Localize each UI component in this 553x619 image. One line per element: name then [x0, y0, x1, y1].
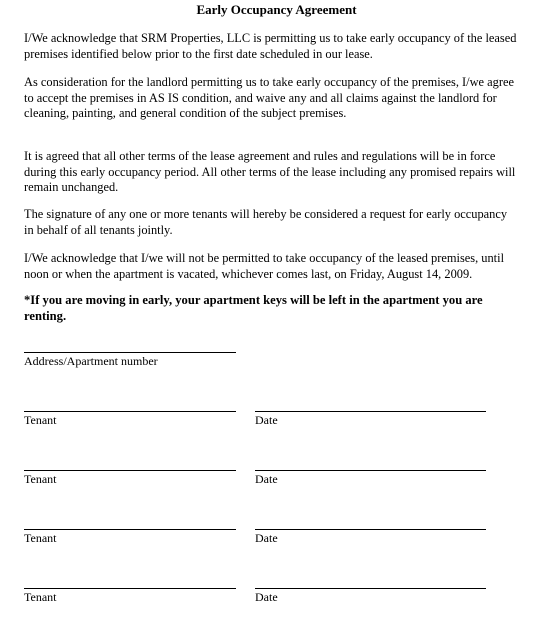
tenant-signature-line[interactable]	[24, 411, 236, 412]
paragraph-line: during this early occupancy period. All other terms of the lease including any promised repairs will	[24, 164, 516, 179]
acknowledgement-paragraph	[24, 31, 544, 62]
keys-notice	[24, 293, 544, 324]
consideration-paragraph	[24, 75, 544, 122]
paragraph-line: It is agreed that all other terms of the lease agreement and rules and regulations will be in force	[24, 149, 496, 163]
date-signature-line[interactable]	[255, 470, 486, 471]
tenant-label: Tenant	[24, 413, 57, 427]
date-signature-line[interactable]	[255, 588, 486, 589]
tenant-label: Tenant	[24, 590, 57, 604]
tenant-signature-line[interactable]	[24, 588, 236, 589]
date-signature-line[interactable]	[255, 529, 486, 530]
paragraph-line: premises identified below prior to the first date scheduled in our lease.	[24, 46, 373, 61]
date-label: Date	[255, 413, 278, 427]
date-label: Date	[255, 472, 278, 486]
date-label: Date	[255, 531, 278, 545]
notice-line: *If you are moving in early, your apartment keys will be left in the apartment you are	[24, 293, 483, 307]
paragraph-line: I/We acknowledge that SRM Properties, LLC is permitting us to take early occupancy of the leased	[24, 31, 517, 45]
tenant-signature-line[interactable]	[24, 470, 236, 471]
joint-request-paragraph	[24, 207, 544, 238]
paragraph-line: in behalf of all tenants jointly.	[24, 222, 173, 237]
paragraph-line: noon or when the apartment is vacated, whichever comes last, on Friday, August 14, 2009.	[24, 266, 473, 281]
address-signature-line[interactable]	[24, 352, 236, 353]
paragraph-line: remain unchanged.	[24, 180, 119, 194]
tenant-label: Tenant	[24, 472, 57, 486]
date-label: Date	[255, 590, 278, 604]
paragraph-line: The signature of any one or more tenants will hereby be considered a request for early occupancy	[24, 207, 508, 221]
occupancy-date-paragraph	[24, 251, 544, 282]
tenant-label: Tenant	[24, 531, 57, 545]
document-title: Early Occupancy Agreement	[196, 2, 357, 17]
address-label: Address/Apartment number	[24, 354, 158, 368]
date-signature-line[interactable]	[255, 411, 486, 412]
paragraph-line: cleaning, painting, and general condition of the subject premises.	[24, 106, 347, 120]
paragraph-line: to accept the premises in AS IS condition, and waive any and all claims against the landlord for	[24, 90, 497, 105]
notice-line: renting.	[24, 308, 67, 323]
paragraph-line: As consideration for the landlord permitting us to take early occupancy of the premises, I/we agree	[24, 75, 514, 89]
lease-terms-paragraph	[24, 149, 544, 196]
paragraph-line: I/We acknowledge that I/we will not be permitted to take occupancy of the leased premises, until	[24, 251, 505, 265]
tenant-signature-line[interactable]	[24, 529, 236, 530]
